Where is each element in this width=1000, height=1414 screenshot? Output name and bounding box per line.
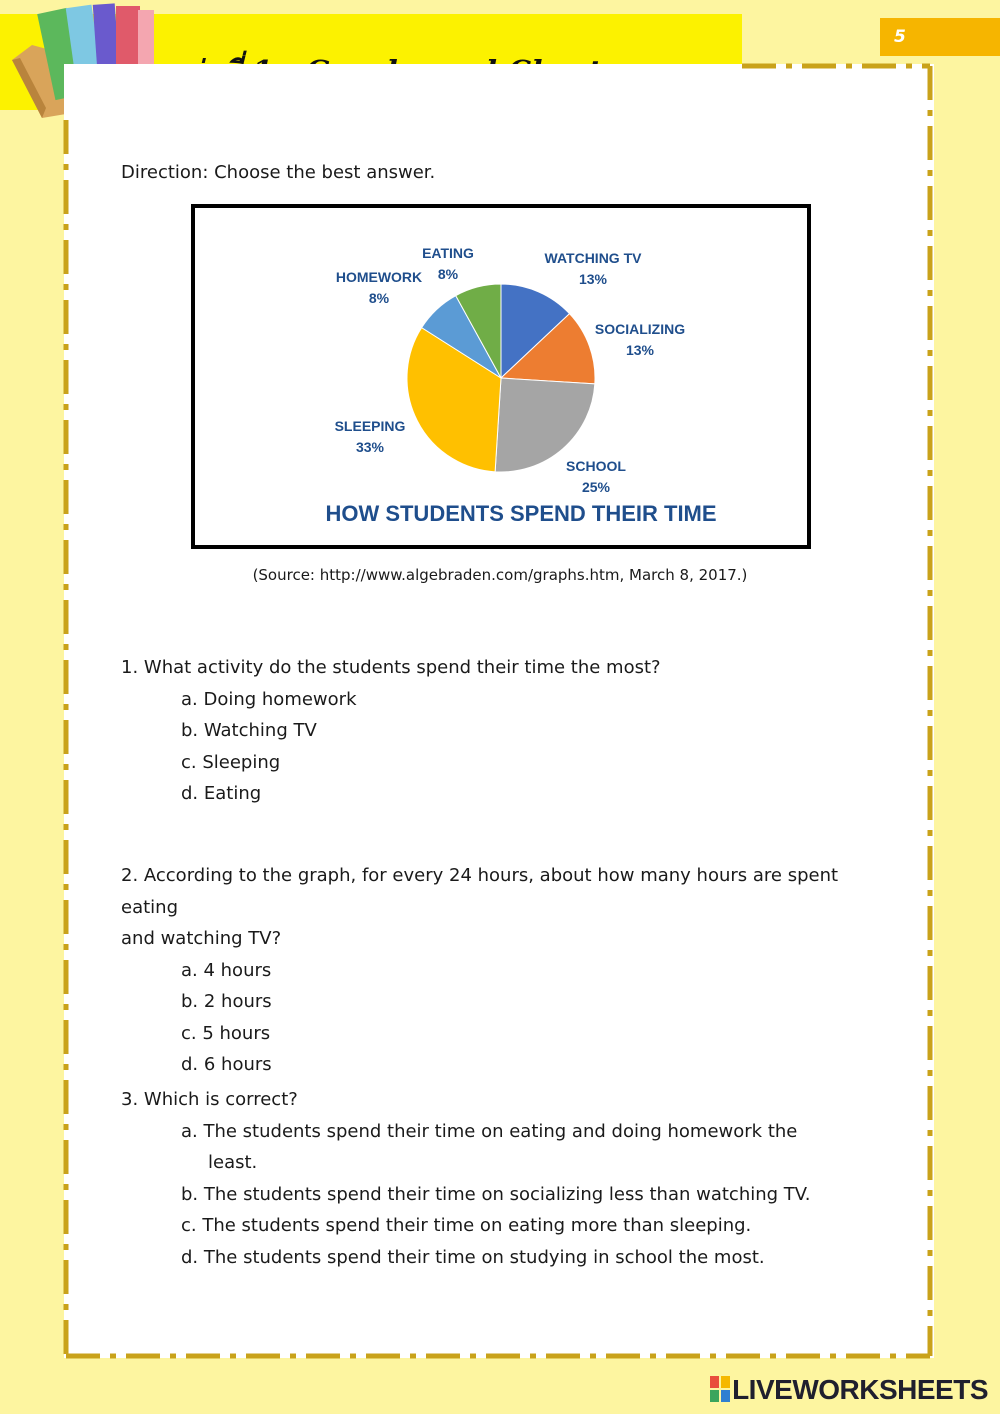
liveworksheets-badge-icon: [710, 1376, 730, 1402]
question-1-prompt: 1. What activity do the students spend their time the most?: [121, 657, 661, 678]
question-2-option-b[interactable]: b. 2 hours: [181, 991, 272, 1012]
brand-text: LIVEWORKSHEETS: [732, 1374, 988, 1405]
question-3-prompt: 3. Which is correct?: [121, 1089, 298, 1110]
value-watching-tv: 13%: [578, 271, 608, 287]
question-3-option-a-line-1: a. The students spend their time on eating and doing homework the: [181, 1120, 798, 1142]
label-homework: HOMEWORK: [335, 269, 423, 285]
question-3-option-a[interactable]: [121, 1116, 891, 1179]
value-sleeping: 33%: [355, 439, 385, 455]
question-2: [121, 860, 891, 1081]
value-socializing: 13%: [625, 342, 655, 358]
question-1-option-b[interactable]: b. Watching TV: [181, 720, 317, 741]
question-1: [121, 652, 891, 810]
liveworksheets-logo: [710, 1374, 988, 1406]
label-socializing: SOCIALIZING: [594, 321, 686, 337]
question-2-option-c[interactable]: c. 5 hours: [181, 1022, 271, 1044]
question-1-option-a[interactable]: a. Doing homework: [181, 688, 357, 710]
question-2-option-d[interactable]: d. 6 hours: [181, 1054, 272, 1075]
source-link: http://www.algebraden.com/graphs.htm, March 8, 2017.): [319, 566, 748, 584]
label-watching-tv: WATCHING TV: [544, 250, 642, 266]
pie-chart: [195, 208, 807, 545]
question-3-option-c[interactable]: c. The students spend their time on eating more than sleeping.: [181, 1215, 752, 1236]
question-1-option-c[interactable]: c. Sleeping: [181, 751, 281, 773]
direction-text: Direction: Choose the best answer.: [121, 162, 436, 183]
question-3-option-a-line-2: least.: [208, 1152, 258, 1173]
value-homework: 8%: [368, 290, 390, 306]
question-3: [121, 1084, 891, 1273]
question-2-option-a[interactable]: a. 4 hours: [181, 959, 272, 981]
pie-chart-box: [191, 204, 811, 549]
value-eating: 8%: [437, 266, 459, 282]
source-prefix: (Source:: [252, 566, 320, 584]
question-2-prompt-line-1: 2. According to the graph, for every 24 hours, about how many hours are spent eating: [121, 865, 839, 918]
question-2-prompt-line-2: and watching TV?: [121, 928, 282, 949]
label-eating: EATING: [422, 245, 474, 261]
question-3-option-b[interactable]: b. The students spend their time on socializing less than watching TV.: [181, 1183, 811, 1205]
label-school: SCHOOL: [566, 458, 626, 474]
label-sleeping: SLEEPING: [334, 418, 406, 434]
chart-title: HOW STUDENTS SPEND THEIR TIME: [325, 501, 717, 526]
value-school: 25%: [581, 479, 611, 495]
question-3-option-d[interactable]: d. The students spend their time on studying in school the most.: [181, 1246, 765, 1268]
source-citation: [0, 566, 1000, 584]
page-number: 5: [880, 18, 1000, 56]
question-1-option-d[interactable]: d. Eating: [181, 783, 262, 804]
